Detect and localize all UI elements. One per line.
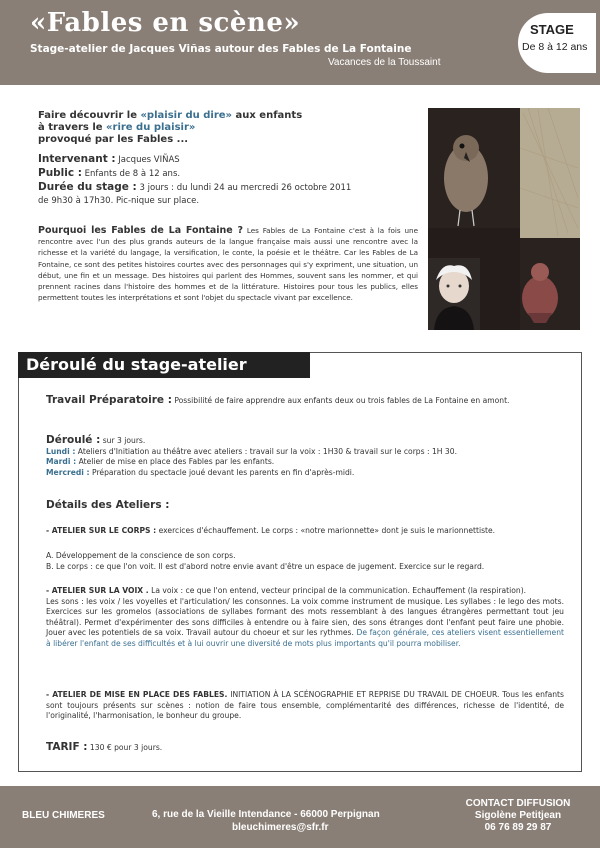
duree-label: Durée du stage : bbox=[38, 181, 137, 193]
intro-text bbox=[38, 110, 418, 146]
tarif bbox=[46, 742, 564, 754]
corps-b: B. Le corps : ce que l'on voit. Il est d'abord notre envie avant d'être un espace de jugement. Exercice sur le regard. bbox=[46, 561, 485, 571]
tarif-value: 130 € pour 3 jours. bbox=[87, 743, 163, 752]
contact-title: CONTACT DIFFUSION bbox=[465, 798, 571, 809]
intro-line: provoqué par les Fables ... bbox=[38, 134, 189, 145]
org-address: 6, rue de la Vieille Intendance - 66000 Perpignan bbox=[152, 809, 380, 820]
stage-facts bbox=[38, 153, 418, 208]
details-label: Détails des Ateliers : bbox=[46, 499, 170, 511]
travail-label: Travail Préparatoire : bbox=[46, 394, 172, 406]
atelier-corps bbox=[46, 526, 564, 537]
atelier-voix bbox=[46, 586, 564, 649]
atelier-corps-details bbox=[46, 551, 564, 572]
lundi-text: Ateliers d'Initiation au théâtre avec ateliers : travail sur la voix : 1H30 & travail sur le corps : 1H 30. bbox=[75, 446, 458, 456]
page-subtitle: Stage-atelier de Jacques Viñas autour des Fables de La Fontaine bbox=[30, 43, 412, 55]
horaires-value: de 9h30 à 17h30. Pic-nique sur place. bbox=[38, 196, 200, 206]
intro-highlight: «plaisir du dire» bbox=[140, 110, 233, 121]
portrait-photo bbox=[428, 258, 480, 330]
deroule-title: Déroulé du stage-atelier bbox=[18, 352, 310, 378]
stage-badge bbox=[518, 13, 596, 73]
contact-name: Sigolène Petitjean bbox=[474, 810, 562, 821]
contact-phone[interactable]: 06 76 89 29 87 bbox=[484, 822, 552, 833]
intro-line: aux enfants bbox=[232, 110, 303, 121]
mercredi-text: Préparation du spectacle joué devant les parents en fin d'après-midi. bbox=[89, 467, 355, 477]
travail-text: Possibilité de faire apprendre aux enfants deux ou trois fables de La Fontaine en amont. bbox=[171, 396, 510, 405]
org-name: BLEU CHIMERES bbox=[22, 810, 105, 821]
details-heading bbox=[46, 500, 564, 512]
intro-line: à travers le bbox=[38, 122, 107, 133]
page-title: «Fables en scène» bbox=[30, 8, 301, 38]
intro-highlight: «rire du plaisir» bbox=[106, 122, 196, 133]
corps-a: A. Développement de la conscience de son corps. bbox=[46, 551, 236, 560]
badge-age: De 8 à 12 ans bbox=[522, 41, 588, 53]
public-value: Enfants de 8 à 12 ans. bbox=[81, 169, 181, 179]
atelier-mise-en-place bbox=[46, 690, 564, 722]
pourquoi-paragraph bbox=[38, 225, 418, 303]
voix-text2: Les sons : les voix / les voyelles et l'articulation/ les consonnes. La voix comme instrument de musique. Les syllabes : le lego des mots. Exercices sur les gromelos (associations de syllabes formant des mots ressemblant à des langues étrangères permettant tout jeu théâtral). Permet d'expérimenter des sons difficiles à entendre ou à faire sien, des sons étranges dont l'enfant peut faire une phobie. Jouer avec les potentiels de sa voix. Travail autour du choeur et sur les rythmes. bbox=[46, 596, 564, 637]
intro-line: Faire découvrir le bbox=[38, 110, 141, 121]
day-mardi: Mardi : bbox=[46, 457, 77, 466]
intervenant-label: Intervenant : bbox=[38, 153, 116, 165]
contact-block bbox=[448, 798, 588, 834]
public-label: Public : bbox=[38, 167, 82, 179]
corps-label: - ATELIER SUR LE CORPS : bbox=[46, 526, 157, 535]
day-lundi: Lundi : bbox=[46, 446, 76, 456]
voix-summary: De façon générale, ces ateliers visent essentiellement à libérer l'enfant de ses difficultés et à lui ouvrir une diversité de mots plus importants qu'il pourra mobiliser. bbox=[46, 628, 564, 648]
deroule-text: sur 3 jours. bbox=[100, 436, 146, 445]
deroule-label: Déroulé : bbox=[46, 434, 101, 446]
corps-text: exercices d'échauffement. Le corps : «notre marionnette» dont je suis le marionnettiste. bbox=[156, 526, 496, 535]
travail-preparatoire bbox=[46, 395, 564, 407]
tarif-label: TARIF : bbox=[46, 741, 88, 753]
season-label: Vacances de la Toussaint bbox=[328, 57, 441, 68]
header-banner bbox=[0, 0, 600, 85]
footer bbox=[0, 786, 600, 848]
intervenant-value: Jacques VIÑAS bbox=[115, 155, 180, 165]
org-email[interactable]: bleuchimeres@sfr.fr bbox=[232, 822, 329, 833]
voix-label: - ATELIER SUR LA VOIX . bbox=[46, 586, 149, 595]
voix-text: La voix : ce que l'on entend, vecteur principal de la communication. Echauffement (la respiration). bbox=[148, 586, 527, 595]
mardi-text: Atelier de mise en place des Fables par les enfants. bbox=[76, 457, 275, 466]
day-mercredi: Mercredi : bbox=[46, 467, 90, 477]
pourquoi-label: Pourquoi les Fables de La Fontaine ? bbox=[38, 225, 244, 236]
badge-title: STAGE bbox=[530, 22, 574, 37]
mise-label: - ATELIER DE MISE EN PLACE DES FABLES. bbox=[46, 690, 228, 699]
duree-value: 3 jours : du lundi 24 au mercredi 26 octobre 2011 bbox=[136, 183, 352, 193]
deroule-schedule bbox=[46, 435, 564, 478]
pourquoi-text: Les Fables de La Fontaine c'est à la fois une rencontre avec l'un des plus grands auteurs de la langue française mais aussi une rencontre avec la richesse et la variété du langage, la versification, le conte, la poésie et le théâtre. Car les Fables de La Fontaine, ce sont des petites histoires courtes avec des personnages qui s'y expriment, une situation, un début, une fin et un message. Des histoires qui parlent des Hommes, souvent sans les nommer, et qui prennent racines dans l'histoire des hommes et de la littérature. Histoires pour tous les publics, elles permettent toutes les interprétations et sont l'objet du spectacle vivant par excellence. bbox=[38, 226, 418, 303]
mise-text: INITIATION À LA SCÉNOGRAPHIE ET REPRISE DU TRAVAIL DE CHOEUR. Tous les enfants sont toujours présents sur scènes : notion de faire tous ensemble, complémentarité des différences, richesse de l'identité, de l'originalité, l'harmonisation, le bonheur du groupe. bbox=[46, 690, 564, 720]
